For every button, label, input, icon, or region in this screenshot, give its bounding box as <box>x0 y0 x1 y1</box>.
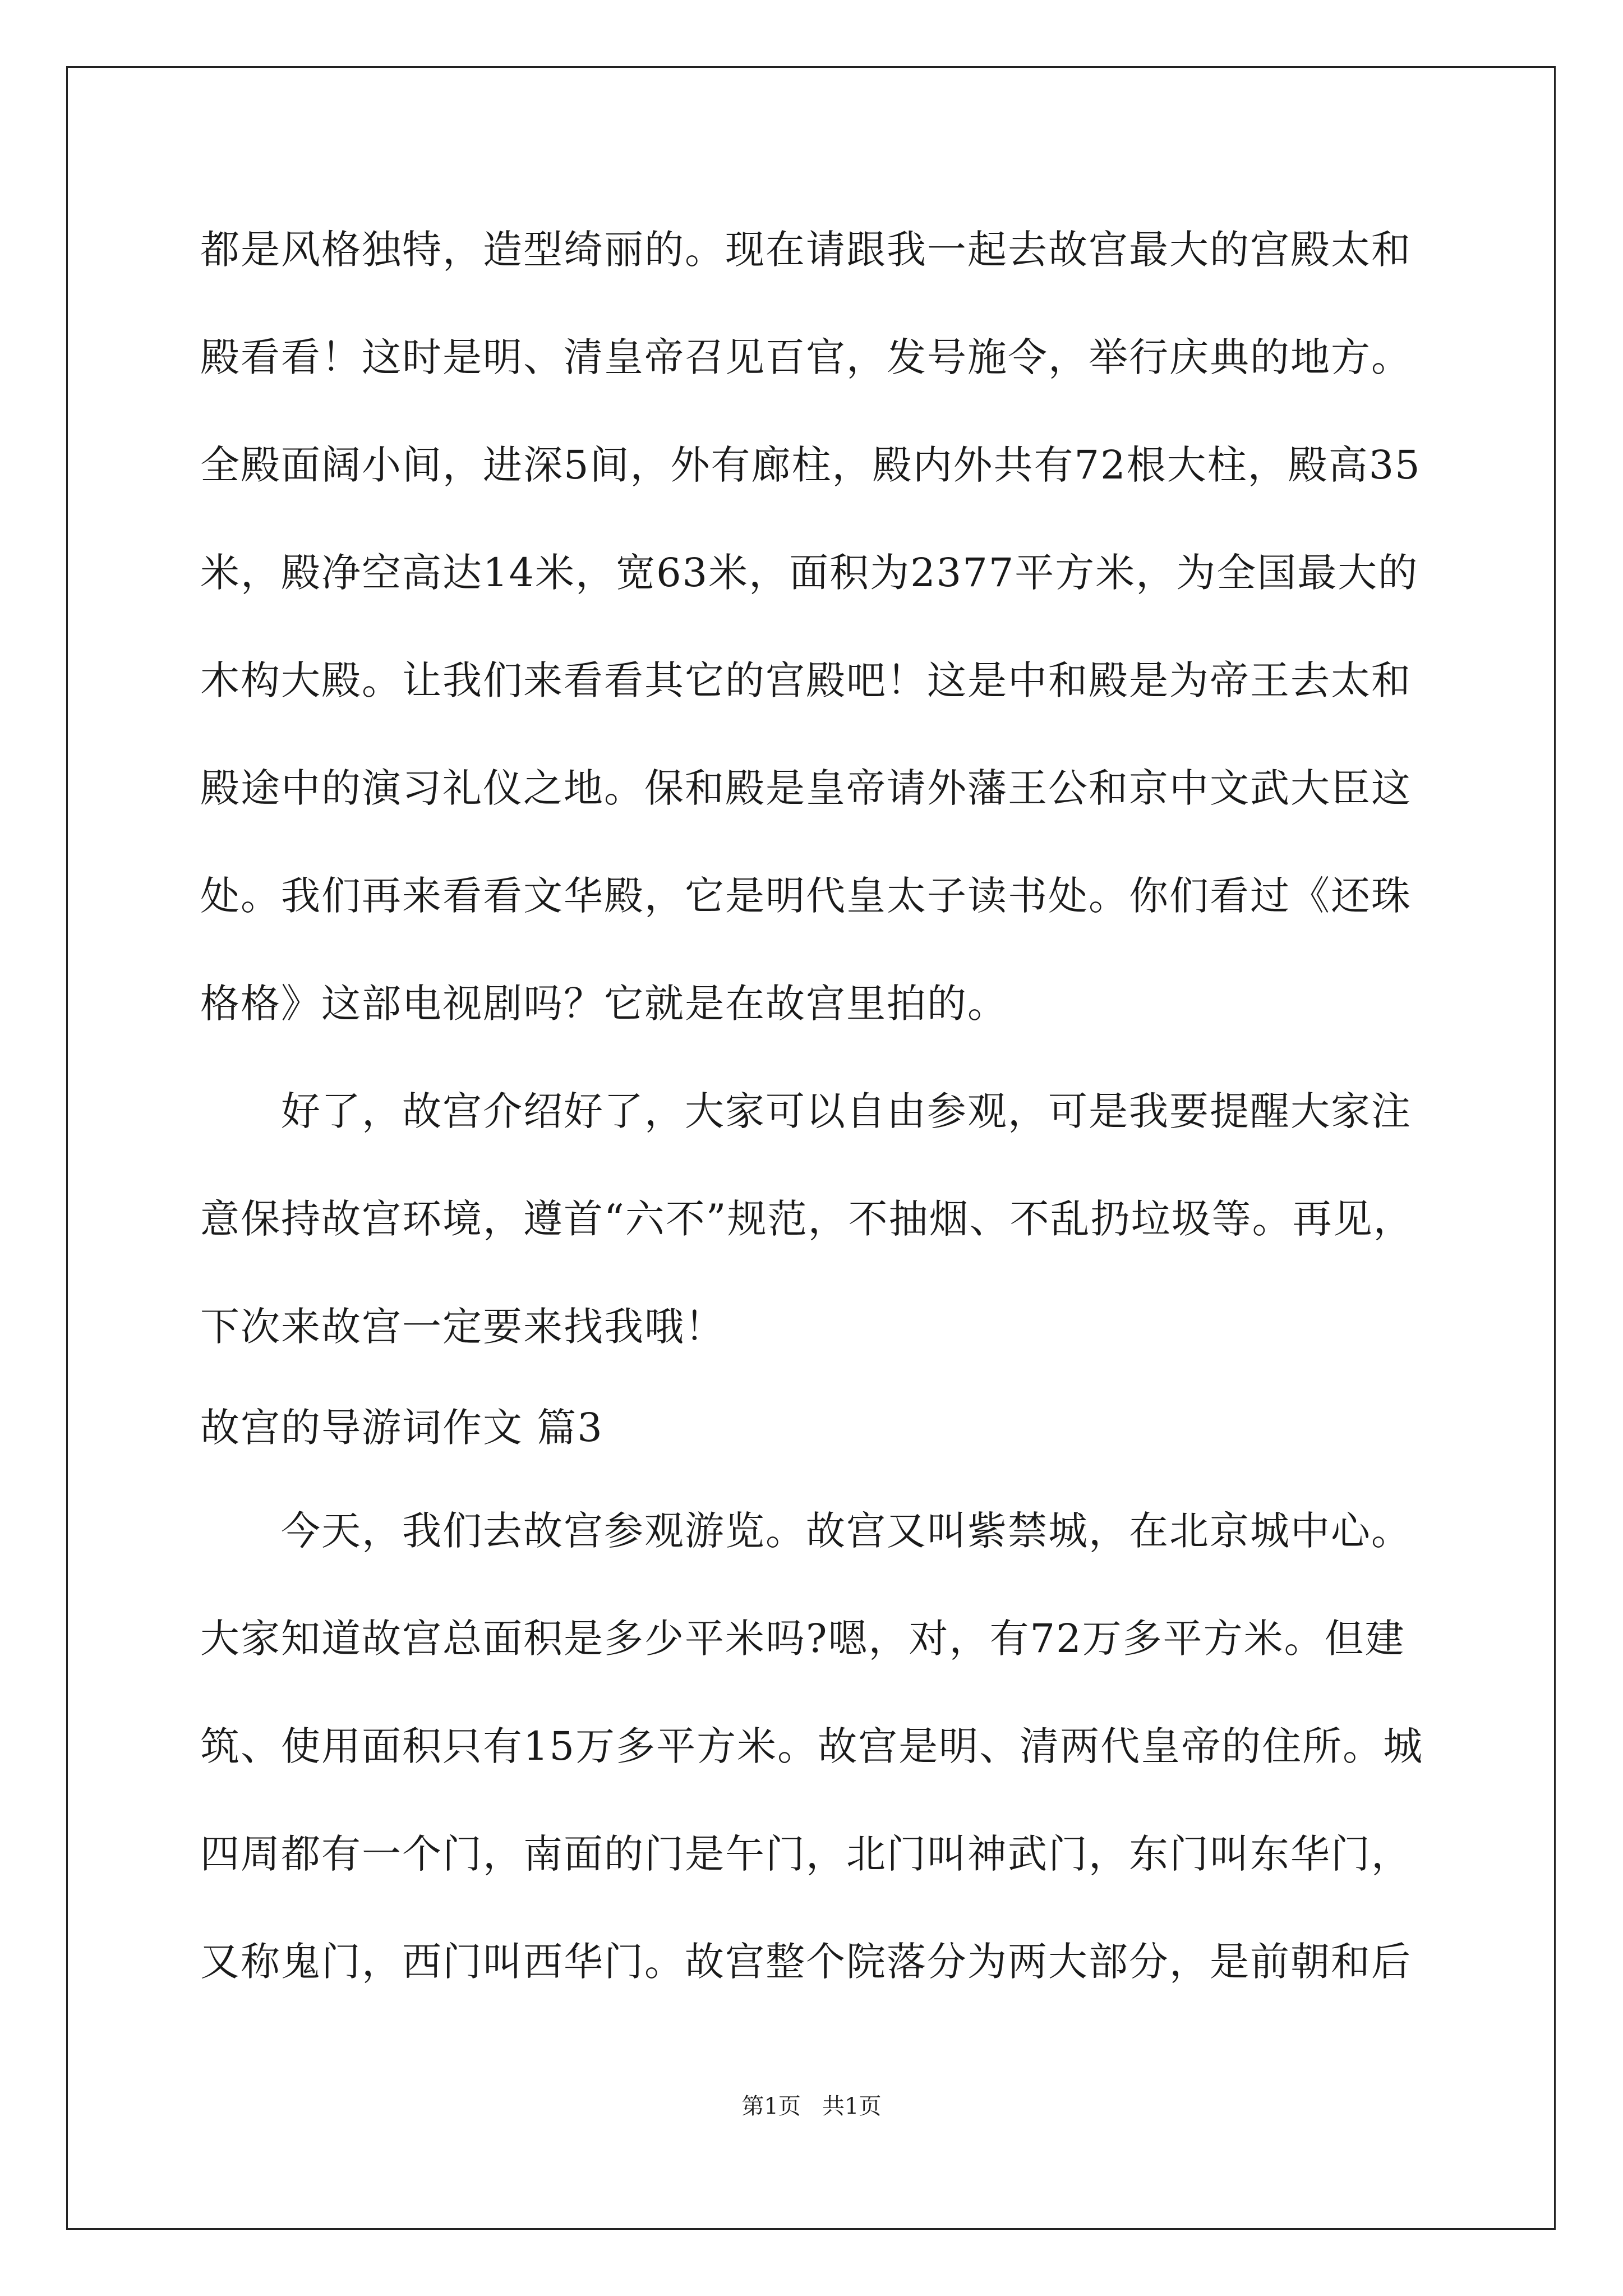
page-border <box>66 66 1556 2230</box>
page-footer: 第1页 共1页 <box>741 2093 882 2119</box>
body-line-16: 又称鬼门，西门叫西华门。故宫整个院落分为两大部分，是前朝和后 <box>200 1939 1412 1985</box>
body-line-4: 米，殿净空高达14米，宽63米，面积为2377平方米，为全国最大的 <box>200 550 1419 596</box>
body-line-11: 下次来故宫一定要来找我哦！ <box>200 1304 725 1350</box>
body-line-3: 全殿面阔小间，进深5间，外有廊柱，殿内外共有72根大柱，殿高35 <box>200 442 1421 488</box>
body-line-5: 木构大殿。让我们来看看其它的宫殿吧！这是中和殿是为帝王去太和 <box>200 657 1412 703</box>
body-line-12: 今天，我们去故宫参观游览。故宫又叫紫禁城，在北京城中心。 <box>200 1508 1412 1554</box>
body-line-14: 筑、使用面积只有15万多平方米。故宫是明、清两代皇帝的住所。城 <box>200 1723 1424 1769</box>
body-line-13: 大家知道故宫总面积是多少平米吗?嗯，对，有72万多平方米。但建 <box>200 1616 1405 1662</box>
body-line-15: 四周都有一个门，南面的门是午门，北门叫神武门，东门叫东华门， <box>200 1831 1412 1877</box>
body-line-2: 殿看看！这时是明、清皇帝召见百官，发号施令，举行庆典的地方。 <box>200 334 1412 380</box>
body-line-8: 格格》这部电视剧吗？它就是在故宫里拍的。 <box>200 981 1008 1027</box>
body-line-10: 意保持故宫环境，遵首“六不”规范，不抽烟、不乱扔垃圾等。再见， <box>200 1196 1414 1242</box>
body-line-9: 好了，故宫介绍好了，大家可以自由参观，可是我要提醒大家注 <box>200 1088 1412 1134</box>
body-line-1: 都是风格独特，造型绮丽的。现在请跟我一起去故宫最大的宫殿太和 <box>200 227 1412 273</box>
section-heading: 故宫的导游词作文 篇3 <box>200 1405 603 1451</box>
body-line-6: 殿途中的演习礼仪之地。保和殿是皇帝请外藩王公和京中文武大臣这 <box>200 765 1412 811</box>
body-line-7: 处。我们再来看看文华殿，它是明代皇太子读书处。你们看过《还珠 <box>200 873 1412 919</box>
